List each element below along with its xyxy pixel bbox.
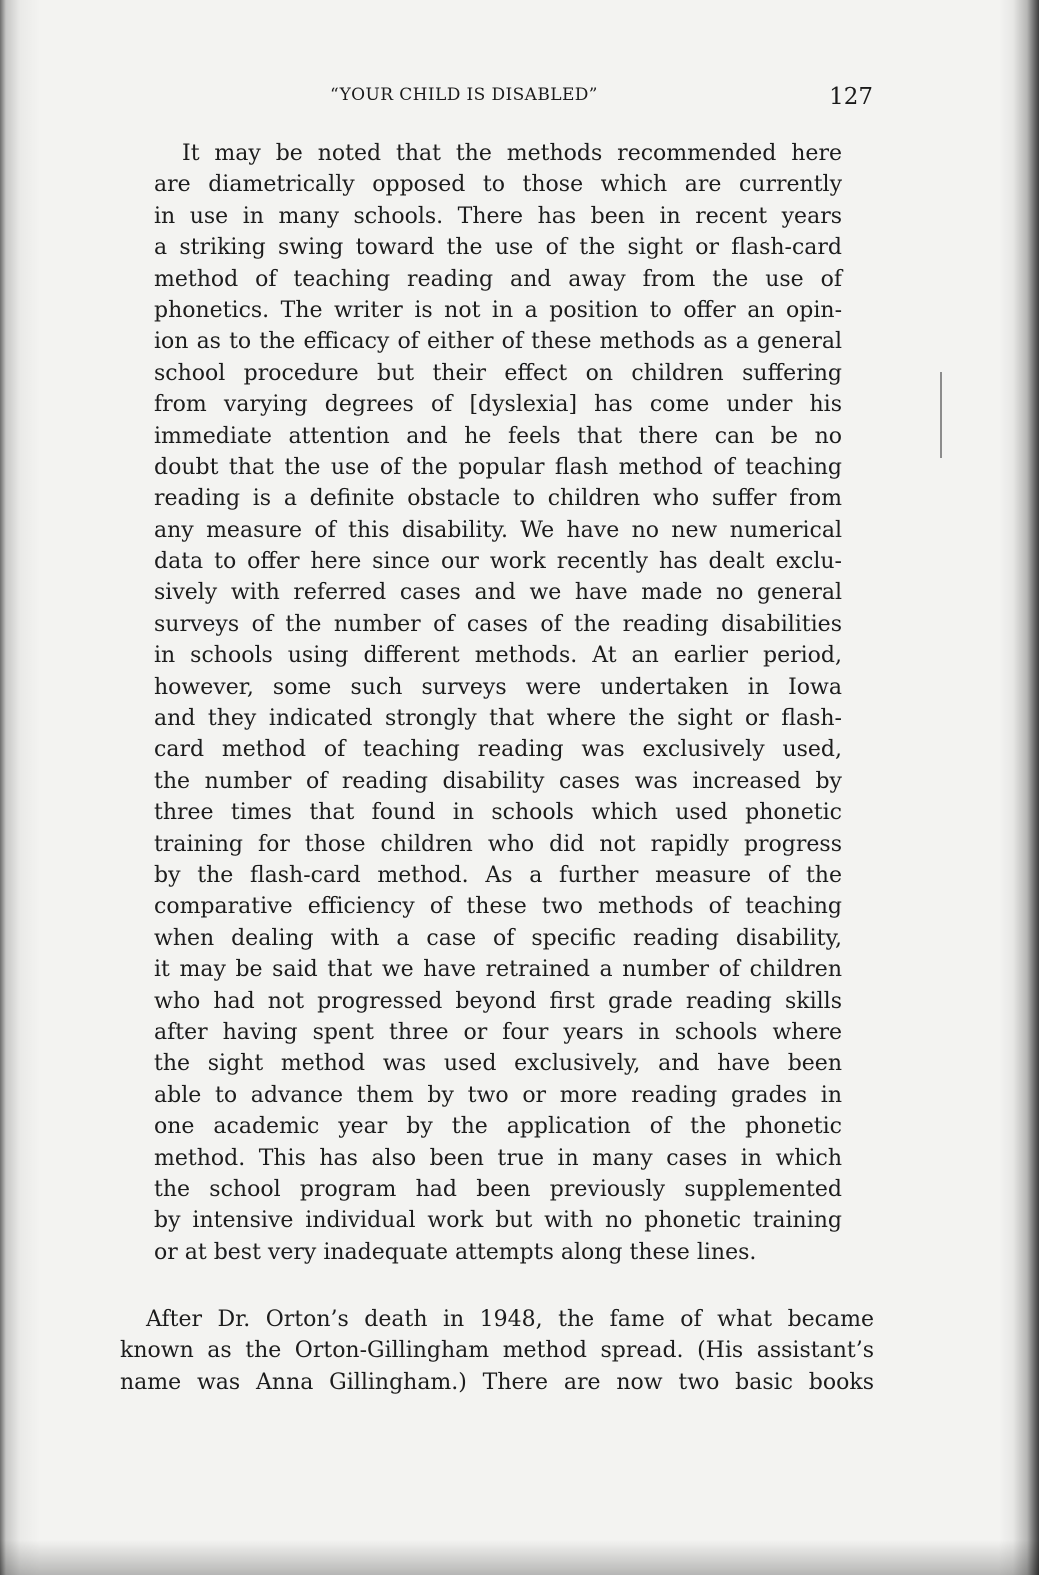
quote-line: comparative efficiency of these two methods of teaching: [154, 894, 842, 920]
quote-line: or at best very inadequate attempts along these lines.: [154, 1239, 757, 1265]
quote-line: card method of teaching reading was exclusively used,: [154, 737, 842, 763]
quote-line: in schools using different methods. At an earlier period,: [154, 643, 842, 669]
body-line: known as the Orton-Gillingham method spread. (His assistant’s: [120, 1338, 874, 1364]
quote-line: school procedure but their effect on children suffering: [154, 360, 842, 386]
quote-line: data to offer here since our work recently has dealt exclu-: [154, 549, 842, 575]
quote-line: training for those children who did not rapidly progress: [154, 831, 842, 857]
quote-line: phonetics. The writer is not in a position to offer an opin-: [154, 297, 842, 323]
quote-line: method. This has also been true in many cases in which: [154, 1145, 842, 1171]
quote-line: one academic year by the application of the phonetic: [154, 1114, 842, 1140]
quote-line: doubt that the use of the popular flash method of teaching: [154, 454, 842, 480]
quote-line: by intensive individual work but with no phonetic training: [154, 1208, 842, 1234]
quote-line: are diametrically opposed to those which are currently: [154, 172, 842, 198]
body-paragraph: [120, 1304, 874, 1398]
quote-line: the sight method was used exclusively, and have been: [154, 1051, 842, 1077]
quote-line: from varying degrees of [dyslexia] has come under his: [154, 392, 842, 418]
quote-line: able to advance them by two or more reading grades in: [154, 1082, 842, 1108]
quote-line: the school program had been previously supplemented: [154, 1176, 842, 1202]
quote-line: after having spent three or four years in schools where: [154, 1019, 842, 1045]
quote-line: sively with referred cases and we have made no general: [154, 580, 842, 606]
quote-line: any measure of this disability. We have no new numerical: [154, 517, 842, 543]
quote-line: a striking swing toward the use of the sight or flash-card: [154, 235, 842, 261]
body-line: After Dr. Orton’s death in 1948, the fame of what became: [146, 1307, 874, 1332]
quote-line: in use in many schools. There has been in recent years: [154, 203, 842, 229]
quote-line: reading is a definite obstacle to children who suffer from: [154, 486, 842, 512]
page-number: 127: [829, 84, 873, 110]
quote-line: three times that found in schools which used phonetic: [154, 800, 842, 826]
quote-line: who had not progressed beyond first grade reading skills: [154, 988, 842, 1014]
quote-line: immediate attention and he feels that there can be no: [154, 423, 842, 449]
quote-line: it may be said that we have retrained a number of children: [154, 957, 842, 983]
block-quote: [154, 138, 842, 1268]
quote-line: by the flash-card method. As a further measure of the: [154, 862, 842, 888]
margin-rule: [940, 372, 942, 458]
body-line: name was Anna Gillingham.) There are now two basic books: [120, 1369, 874, 1395]
running-head: “YOUR CHILD IS DISABLED”: [330, 85, 598, 105]
quote-line: the number of reading disability cases was increased by: [154, 768, 842, 794]
quote-line: and they indicated strongly that where the sight or flash-: [154, 706, 842, 732]
quote-line: surveys of the number of cases of the reading disabilities: [154, 611, 842, 637]
quote-line: method of teaching reading and away from the use of: [154, 266, 842, 292]
quote-line: It may be noted that the methods recommended here: [182, 141, 842, 166]
quote-line: ion as to the efficacy of either of these methods as a general: [154, 329, 842, 355]
quote-line: however, some such surveys were undertaken in Iowa: [154, 674, 842, 700]
quote-line: when dealing with a case of specific reading disability,: [154, 925, 842, 951]
